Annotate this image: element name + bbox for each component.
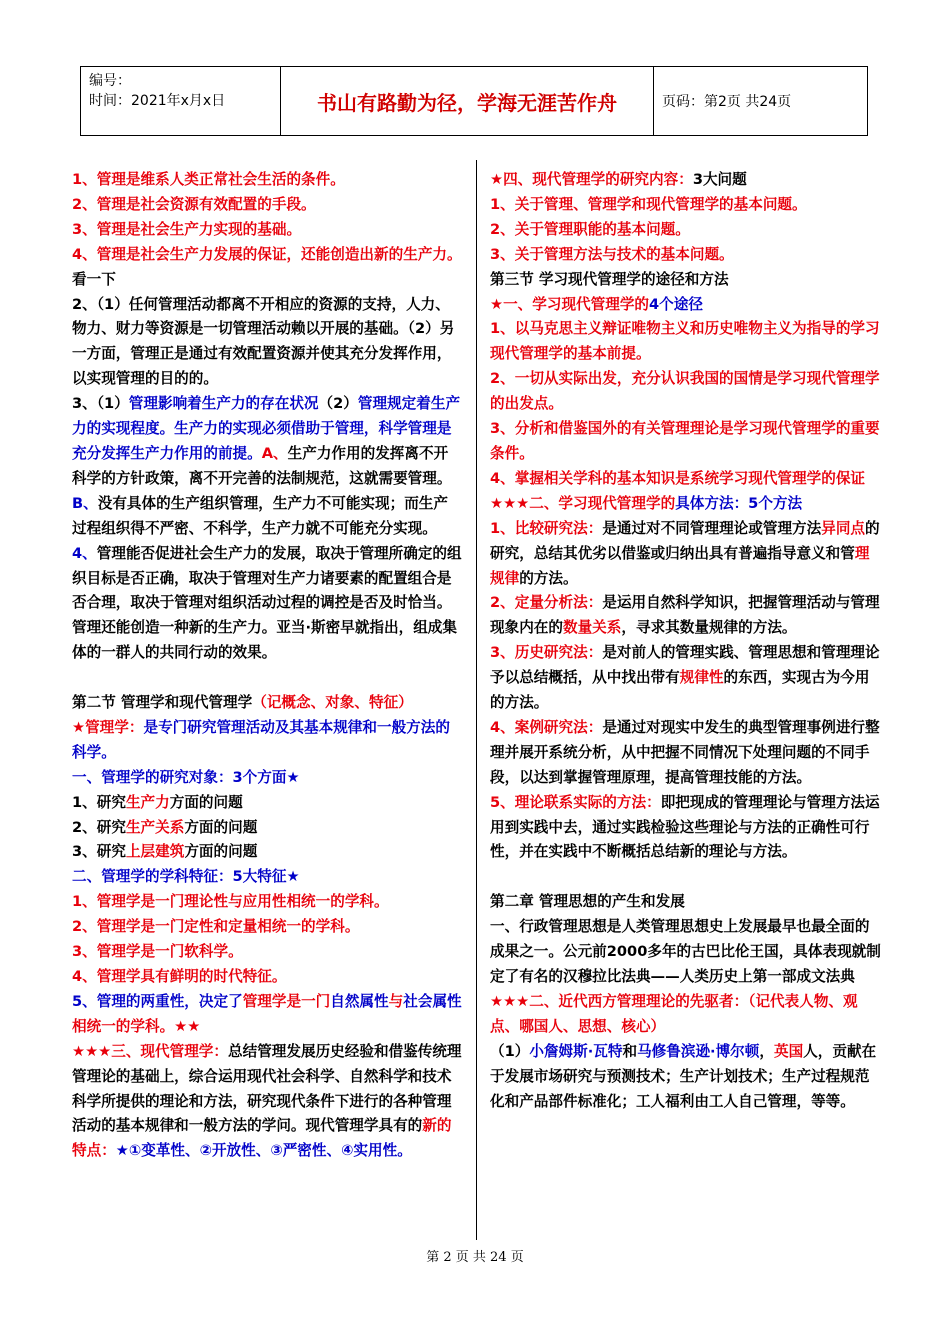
- text: 是运用自然科学知识，把握管理活动与管理现象内在的: [490, 594, 880, 637]
- text: 没有具体的生产组织管理，生产力不可能实现；而生产过程组织得不严密、不科学，生产力就不可能充分实现。: [72, 494, 448, 537]
- text: B、: [72, 494, 98, 512]
- text: 相统一的学科。★★: [72, 1017, 201, 1035]
- object-1: [72, 791, 462, 816]
- text: 新的特点：: [72, 1117, 452, 1160]
- text: 英国: [773, 1042, 804, 1060]
- text: 异同点: [821, 519, 866, 537]
- text: 是专门研究管理活动及其基本规律和一般方法的科学。: [72, 718, 450, 761]
- way-1: 1、以马克思主义辩证唯物主义和历史唯物主义为指导的学习现代管理学的基本前提。: [490, 320, 880, 363]
- text: 自然属性: [330, 992, 389, 1010]
- text: 方面的问题: [184, 818, 258, 836]
- object-title: 一、管理学的研究对象：3个方面★: [72, 768, 300, 786]
- left-column: [72, 168, 462, 1164]
- paragraph-2: 2、（1）任何管理活动都离不开相应的资源的支持，人力、物力、财力等资源是一切管理活动赖以开展的基础。（2）另一方面，管理正是通过有效配置资源并使其充分发挥作用，以实现管理的目的的。: [72, 295, 455, 388]
- content-1: 1、关于管理、管理学和现代管理学的基本问题。: [490, 195, 807, 213]
- text: 2、定量分析法：: [490, 594, 603, 612]
- text: （记代表人物、观点、哪国人、思想、核心）: [490, 992, 858, 1035]
- text: 第二节 管理学和现代管理学: [72, 694, 253, 712]
- method-5: [490, 791, 882, 866]
- point-1: 1、管理是维系人类正常社会生活的条件。: [72, 171, 345, 188]
- feature-4: 4、管理学具有鲜明的时代特征。: [72, 967, 287, 985]
- header-table: [80, 66, 868, 136]
- text: ，寻求其数量规律的方法。: [621, 619, 797, 637]
- text: 是通过对现实中发生的典型管理事例进行整理并展开系统分析，从中把握不同情况下处理问题的不同手段，以达到掌握管理原理，提高管理技能的方法。: [490, 718, 880, 786]
- text: 1、研究: [72, 793, 126, 811]
- text: 管理影响着生产力的存在状况: [128, 395, 319, 413]
- text: 上层建筑: [125, 843, 185, 861]
- text: 与: [388, 992, 404, 1010]
- feature-1: 1、管理学是一门理论性与应用性相统一的学科。: [72, 893, 389, 911]
- page-footer: 第 2 页 共 24 页: [426, 1250, 524, 1265]
- text: 具体方法：5个方法: [675, 494, 803, 512]
- content-title: [490, 168, 882, 193]
- paragraph-4: [72, 542, 462, 667]
- number-label: 编号：: [89, 73, 131, 89]
- text: 数量关系: [562, 619, 622, 637]
- feature-5: [72, 990, 462, 1040]
- text: 总结管理发展历史经验和借鉴传统理管理论的基础上，综合运用现代社会科学、自然科学和技术科学所提供的理论和方法，研究现代条件下进行的各种管理活动的基本规律和一般方法的学问。现代管理学具有的: [72, 1042, 462, 1135]
- text: （1）: [490, 1042, 530, 1060]
- object-3: [72, 840, 462, 865]
- text: 小詹姆斯·瓦特: [529, 1042, 623, 1060]
- text: 生产力作用的发挥离不开科学的方针政策，离不开完善的法制规范，这就需要管理。: [72, 444, 452, 487]
- text: ★四、现代管理学的研究内容：: [490, 171, 693, 188]
- text: 管理规定着生产力的实现程度。生产力的实现必须借助于管理，科学管理是充分发挥生产力作用的前提。: [72, 395, 461, 462]
- text: 和: [622, 1042, 638, 1060]
- page-label: 页码：第2页 共24页: [662, 94, 792, 110]
- time-label: 时间：2021年x月x日: [89, 93, 226, 109]
- text: 4、: [72, 544, 97, 562]
- text: 生产力: [125, 793, 170, 811]
- point-2: 2、管理是社会资源有效配置的手段。: [72, 195, 316, 213]
- text: 3、历史研究法：: [490, 644, 603, 662]
- methods-title: [490, 492, 882, 517]
- motto: 书山有路勤为径，学海无涯苦作舟: [281, 67, 654, 135]
- modern-management: [72, 1040, 462, 1165]
- text: 规律性: [679, 669, 724, 687]
- column-divider: [476, 160, 477, 1240]
- section-2-title: [72, 691, 462, 716]
- right-column: [490, 168, 882, 1114]
- method-3: [490, 641, 882, 716]
- ways-title: [490, 293, 882, 318]
- point-3: 3、管理是社会生产力实现的基础。: [72, 220, 302, 238]
- pioneer-1: [490, 1040, 882, 1115]
- text: ★★★二、学习现代管理学的: [490, 494, 676, 512]
- text: 3、研究: [72, 843, 126, 861]
- way-3: 3、分析和借鉴国外的有关管理理论是学习现代管理学的重要条件。: [490, 420, 880, 462]
- text: 理规律: [490, 544, 870, 587]
- text: （记概念、对象、特征）: [252, 694, 413, 712]
- text: 方面的问题: [169, 793, 243, 811]
- text: 社会属性: [403, 992, 462, 1010]
- feature-title: 二、管理学的学科特征：5大特征★: [72, 868, 300, 886]
- definition: [72, 716, 462, 766]
- text: 的方法。: [519, 569, 578, 587]
- text: 生产关系: [125, 818, 185, 836]
- text: 5、管理的两重性，决定了: [72, 992, 243, 1010]
- text: 1、比较研究法：: [490, 519, 603, 537]
- feature-2: 2、管理学是一门定性和定量相统一的学科。: [72, 918, 360, 936]
- text: 5、理论联系实际的方法：: [490, 793, 661, 811]
- text: 的东西，实现古为今用的方法。: [490, 669, 870, 712]
- text: 管理学是一门: [242, 992, 331, 1010]
- text: 3大问题: [692, 171, 747, 188]
- text: （2）: [318, 395, 358, 413]
- method-4: [490, 716, 882, 791]
- text: 是通过对不同管理理论或管理方法: [602, 519, 822, 537]
- pioneers-title: [490, 990, 882, 1040]
- section-3-title: 第三节 学习现代管理学的途径和方法: [490, 270, 729, 288]
- text: ★管理学：: [72, 718, 144, 736]
- text: ★★★三、现代管理学：: [72, 1042, 228, 1060]
- text: 管理能否促进社会生产力的发展，取决于管理所确定的组织目标是否正确，取决于管理对生产力诸要素的配置组合是否合理，取决于管理对组织活动过程的调控是否及时恰当。管理还能创造一种新的生产力。亚当·斯密早就指出，组成集体的一群人的共同行动的效果。: [72, 544, 462, 662]
- admin-thought: 一、行政管理思想是人类管理思想史上发展最早也最全面的成果之一。公元前2000多年的古巴比伦王国，具体表现就制定了有名的汉穆拉比法典——人类历史上第一部成文法典: [490, 918, 881, 985]
- point-4: 4、管理是社会生产力发展的保证，还能创造出新的生产力。: [72, 245, 462, 263]
- text: 3、（1）: [72, 395, 129, 413]
- text: ★★★二、近代西方管理理论的先驱者：: [490, 992, 749, 1010]
- text: ★①变革性、②开放性、③严密性、④实用性。: [115, 1142, 412, 1160]
- text: 4个途径: [649, 295, 703, 313]
- text: 的研究，总结其优劣以借鉴或归纳出具有普遍指导意义和管: [490, 519, 880, 562]
- text: 方面的问题: [184, 843, 258, 861]
- text: 是对前人的管理实践、管理思想和管理理论予以总结概括，从中找出带有: [490, 644, 880, 687]
- object-2: [72, 816, 462, 841]
- way-2: 2、一切从实际出发，充分认识我国的国情是学习现代管理学的出发点。: [490, 370, 880, 413]
- text: 4、案例研究法：: [490, 718, 603, 736]
- text: ★一、学习现代管理学的: [490, 295, 650, 313]
- header-meta: [81, 67, 281, 135]
- feature-3: 3、管理学是一门软科学。: [72, 943, 243, 961]
- paragraph-3: [72, 392, 462, 541]
- method-1: [490, 517, 882, 592]
- text: A、: [261, 444, 288, 462]
- text: 2、研究: [72, 818, 126, 836]
- text: 人，贡献在于发展市场研究与预测技术；生产计划技术；生产过程规范化和产品部件标准化；工人福利由工人自己管理，等等。: [490, 1042, 877, 1110]
- text: ，: [759, 1042, 774, 1060]
- text: 马修鲁滨逊·博尔顿: [637, 1042, 760, 1060]
- text: 即把现成的管理理论与管理方法运用到实践中去，通过实践检验这些理论与方法的正确性可行性，并在实践中不断概括总结新的理论与方法。: [490, 793, 880, 861]
- content-3: 3、关于管理方法与技术的基本问题。: [490, 245, 734, 263]
- look-heading: 看一下: [72, 270, 116, 288]
- method-2: [490, 591, 882, 641]
- chapter-2-title: 第二章 管理思想的产生和发展: [490, 893, 685, 911]
- way-4: 4、掌握相关学科的基本知识是系统学习现代管理学的保证: [490, 469, 866, 487]
- content-2: 2、关于管理职能的基本问题。: [490, 220, 690, 238]
